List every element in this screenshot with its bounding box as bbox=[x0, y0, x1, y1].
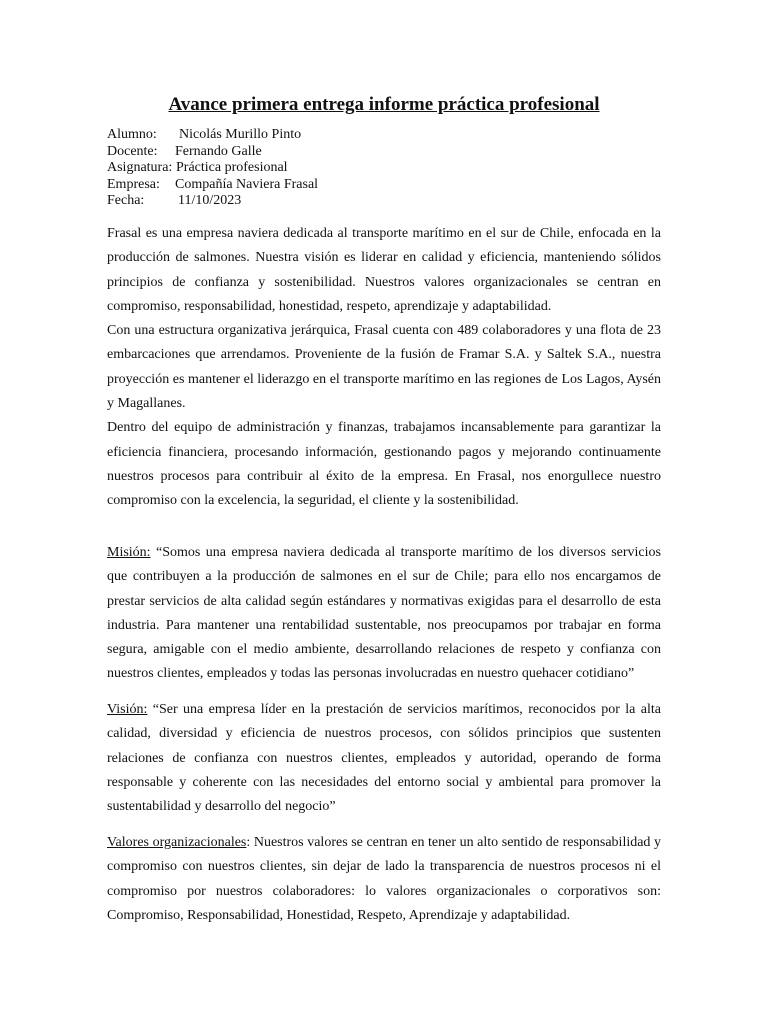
intro-paragraph: Frasal es una empresa naviera dedicada al transporte marítimo en el sur de Chile, enfocada en la producción de salmones. Nuestra visión es liderar en calidad y eficiencia, manteniendo sólidos principios de confianza y sostenibilidad. Nuestros valores organizacionales se centran en compromiso, responsabilidad, honestidad, respeto, aprendizaje y adaptabilidad. bbox=[107, 226, 661, 314]
document-title-text: Avance primera entrega informe práctica profesional bbox=[168, 94, 600, 115]
intro-paragraph: Dentro del equipo de administración y finanzas, trabajamos incansablemente para garantizar la eficiencia financiera, procesando información, gestionando pagos y mejorando continuamente nuestros procesos para contribuir al éxito de la empresa. En Frasal, nos enorgullece nuestro compromiso con la excelencia, la seguridad, el cliente y la sostenibilidad. bbox=[107, 420, 661, 509]
valores-text: : Nuestros valores se centran en tener un alto sentido de responsabilidad y compromiso con nuestros clientes, sin dejar de lado la transparencia de nuestros procesos ni el compromiso por nuestros colaboradores: lo valores organizacionales o corporativos son: Compromiso, Responsabilidad, Honestidad, Respeto, Aprendizaje y adaptabilidad. bbox=[107, 835, 662, 923]
document-title bbox=[0, 94, 768, 116]
vision-section bbox=[107, 698, 661, 819]
vision-label: Visión: bbox=[107, 702, 148, 717]
vision-text: “Ser una empresa líder en la prestación de servicios marítimos, reconocidos por la alta calidad, diversidad y eficiencia de nuestros procesos, con sólidos principios que sustenten relaciones de confianza con nuestros clientes, empleados y autoridad, operando de forma responsable y coherente con las necesidades del entorno social y ambiental para promover la sustentabilidad y desarrollo del negocio” bbox=[107, 702, 661, 815]
meta-value-fecha: 11/10/2023 bbox=[178, 193, 242, 208]
meta-row-empresa bbox=[107, 177, 318, 194]
valores-label: Valores organizacionales bbox=[107, 835, 247, 850]
valores-section bbox=[107, 831, 661, 928]
meta-label-docente: Docente: bbox=[107, 143, 158, 159]
meta-label-asignatura: Asignatura: bbox=[107, 160, 173, 175]
metadata-block bbox=[107, 127, 318, 210]
vision-paragraph bbox=[107, 698, 661, 819]
meta-label-alumno: Alumno: bbox=[107, 127, 157, 142]
mision-label: Misión: bbox=[107, 545, 151, 560]
meta-value-asignatura: Práctica profesional bbox=[176, 160, 288, 175]
meta-value-alumno: Nicolás Murillo Pinto bbox=[179, 127, 302, 142]
meta-value-empresa: Compañía Naviera Frasal bbox=[175, 176, 319, 192]
intro-paragraph: Con una estructura organizativa jerárquica, Frasal cuenta con 489 colaboradores y una flota de 23 embarcaciones que arrendamos. Proveniente de la fusión de Framar S.A. y Saltek S.A., nuestra proyección es mantener el liderazgo en el transporte marítimo en las regiones de Los Lagos, Aysén y Magallanes. bbox=[107, 323, 661, 412]
meta-row-asignatura bbox=[107, 160, 318, 177]
meta-row-docente bbox=[107, 144, 318, 161]
meta-row-fecha bbox=[107, 193, 318, 210]
meta-label-fecha: Fecha: bbox=[107, 193, 145, 208]
mision-text: “Somos una empresa naviera dedicada al transporte marítimo de los diversos servicios que contribuyen a la producción de salmones en el sur de Chile; para ello nos encargamos de prestar servicios de alta calidad según estándares y normativas exigidas para el desarrollo de esta industria. Para mantener una rentabilidad sustentable, nos preocupamos por trabajar en forma segura, amigable con el medio ambiente, desarrollando relaciones de respeto y confianza con nuestros clientes, empleados y todas las personas involucradas en nuestro quehacer cotidiano” bbox=[107, 545, 661, 682]
meta-value-docente: Fernando Galle bbox=[175, 143, 262, 159]
meta-row-alumno bbox=[107, 127, 318, 144]
valores-paragraph bbox=[107, 831, 661, 928]
intro-section bbox=[107, 222, 661, 514]
meta-label-empresa: Empresa: bbox=[107, 176, 160, 192]
mision-paragraph bbox=[107, 541, 661, 687]
mision-section bbox=[107, 541, 661, 687]
